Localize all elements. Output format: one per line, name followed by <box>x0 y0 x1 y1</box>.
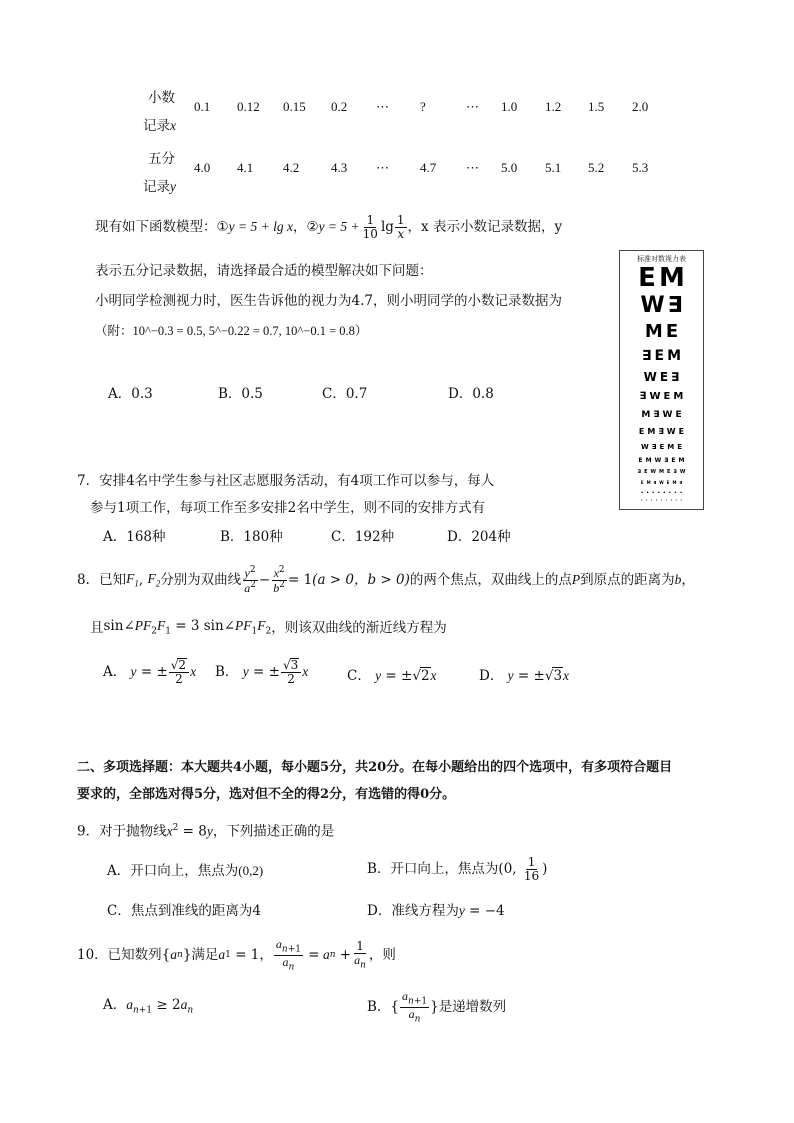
q6-option-c: C．0.7 <box>322 386 368 402</box>
q9-option-c: C．焦点到准线的距离为4 <box>107 903 261 919</box>
q6-option-d: D．0.8 <box>448 386 494 402</box>
q9-option-b-text: B．开口向上，焦点为 <box>367 861 499 877</box>
eye-chart-row: E M <box>638 263 685 293</box>
eye-chart-row: ∃ W E M <box>639 391 684 402</box>
row2-cell: 4.1 <box>237 160 254 175</box>
table-row2-label <box>143 145 176 201</box>
eye-chart-row: W E ∃ <box>643 370 680 384</box>
eye-chart-row: ∃ E W M E ∃ W <box>637 469 686 475</box>
q8-frac-y: $\frac{y^2}{a^2}$ <box>244 565 256 595</box>
q6-models-intro: 现有如下函数模型： <box>95 219 217 235</box>
q6-option-a: A．0.3 <box>108 386 153 402</box>
eye-chart-row: • • • • • • • • <box>640 490 683 495</box>
q6-line2: 表示五分记录数据，请选择最合适的模型解决如下问题： <box>95 263 433 279</box>
q8-point-p: P <box>571 572 581 587</box>
q8-line1-a: 8．已知 <box>77 572 127 588</box>
row1-cell: ? <box>420 99 426 114</box>
q6-model1: y = 5 + lg x <box>228 219 293 234</box>
q9-stem-a: 9．对于抛物线 <box>77 823 167 840</box>
row1-cell: 0.15 <box>283 99 306 114</box>
q6-option-b: B．0.5 <box>218 386 263 402</box>
q8-frac-x: $\frac{x^2}{b^2}$ <box>273 565 285 595</box>
row2-cell: 5.3 <box>632 160 649 175</box>
q6-frac2-num: 1 <box>396 213 405 227</box>
eye-chart-row: W ∃ <box>640 293 683 318</box>
q6-sep: ， <box>292 219 307 235</box>
row2-cell: ⋯ <box>466 160 479 175</box>
q9-option-d-text: D．准线方程为 <box>367 903 459 919</box>
q8-option-d-label: D． <box>479 668 504 684</box>
row1-cell: 0.1 <box>194 99 211 114</box>
q9-option-a-val: (0,2) <box>238 863 264 878</box>
q8-line1-b: 分别为双曲线 <box>160 572 242 588</box>
eye-chart-row: W ∃ E M E <box>640 443 683 451</box>
q7-line1: 7．安排4名中学生参与社区志愿服务活动，有4项工作可以参与，每人 <box>77 473 495 489</box>
q8-option-a: A． y = ± $\frac{√2}{2}$ x <box>103 658 197 686</box>
q10-option-a: A．$a_{n+1} \ge 2a_n$ <box>103 997 194 1016</box>
q8-sine-relation: $\sin\angle PF_2F_1 = 3$ $\sin\angle PF_1F_2$ <box>103 618 272 637</box>
q9-equation: x <box>166 823 173 839</box>
row2-cell: 4.3 <box>331 160 348 175</box>
q7-option-a: A．168种 <box>103 529 166 545</box>
q8-option-c: C． y = ±√2x <box>347 668 437 684</box>
row1-cell: 0.2 <box>331 99 348 114</box>
q7-option-b: B．180种 <box>220 529 283 545</box>
eye-chart-image <box>619 250 704 510</box>
q10-option-b-tail: 是递增数列 <box>438 999 507 1016</box>
q8-f2: $F_2$ <box>147 570 161 589</box>
q6-model2-prefix: y = 5 + <box>318 219 360 234</box>
row2-cell: 4.2 <box>283 160 300 175</box>
row2-cell: 5.1 <box>545 160 562 175</box>
q6-model1-mark: ① <box>216 219 229 235</box>
q9-option-d: D．准线方程为y = −4 <box>367 903 505 919</box>
q7-line2: 参与1项工作，每项工作至多安排2名中学生，则不同的安排方式有 <box>90 500 486 516</box>
q9-option-a-text: A．开口向上，焦点为 <box>107 863 239 879</box>
q10-stem: 10．已知数列 { a n } 满足 a 1 = 1， $\frac{a_{n+1}}{a_n}$ = a n + $\frac{1}{a_n}$ ，则 <box>77 937 396 973</box>
eye-chart-row: • • • • • • • • • <box>640 498 683 502</box>
row2-cell: 4.7 <box>420 160 437 175</box>
q6-after-models: ，x 表示小数记录数据，y <box>407 219 563 235</box>
row1-label-line2: 记录 <box>143 118 170 134</box>
q8-line2 <box>90 618 447 637</box>
row1-cell: 2.0 <box>632 99 649 114</box>
row1-label-var: x <box>170 118 176 133</box>
q6-frac2-den: x <box>397 226 405 241</box>
q6-line3: 小明同学检测视力时，医生告诉他的视力为4.7，则小明同学的小数记录数据为 <box>95 293 562 309</box>
q6-model2-mark: ② <box>306 219 319 235</box>
q8-f1: $F_1$ <box>126 570 139 589</box>
eye-chart-row: E M ∃ W E <box>638 427 685 436</box>
q8-line2-b: ，则该双曲线的渐近线方程为 <box>271 619 447 636</box>
q10-stem-a: 10．已知数列 <box>77 947 162 964</box>
row1-cell: ⋯ <box>376 99 389 114</box>
q6-model2-mid: lg <box>380 219 394 235</box>
row1-cell: ⋯ <box>466 99 479 114</box>
row1-cell: 1.0 <box>501 99 518 114</box>
q6-frac-den: 10 <box>362 226 378 241</box>
q10-stem-b: 满足 <box>191 947 219 964</box>
q10-option-b-label: B． <box>367 999 391 1016</box>
q8-option-b: B． y = ± $\frac{√3}{2}$ x <box>215 658 309 686</box>
section2-line1: 二、多项选择题：本大题共4小题，每小题5分，共20分。在每小题给出的四个选项中，有多项符合题目 <box>77 760 673 775</box>
q6-hint: （附：10^−0.3 = 0.5, 5^−0.22 = 0.7, 10^−0.1 = 0.8） <box>95 324 368 338</box>
q6-models-line <box>95 214 562 240</box>
row1-cell: 1.5 <box>588 99 605 114</box>
q8-line1-d: 到原点的距离为 <box>580 572 675 588</box>
q8-option-b-label: B． <box>215 663 239 680</box>
row2-label-line1: 五分 <box>148 151 175 167</box>
row1-label-line1: 小数 <box>148 90 175 106</box>
eye-chart-row: ∃ E M <box>641 348 682 364</box>
q10-option-b: B． { $\frac{a_{n+1}}{a_n}$ } 是递增数列 <box>367 989 507 1025</box>
q8-option-c-label: C． <box>347 668 371 684</box>
q10-stem-c: ，则 <box>368 947 396 964</box>
row2-cell: 4.0 <box>194 160 211 175</box>
q9-stem-b: ，下列描述正确的是 <box>212 823 335 840</box>
q10-frac: $\frac{a_{n+1}}{a_n}$ <box>275 937 301 973</box>
q9-option-a <box>107 863 263 879</box>
table-row1-label <box>143 84 176 140</box>
row2-label-var: y <box>170 179 176 194</box>
row2-cell: ⋯ <box>376 160 389 175</box>
eye-chart-row: M E <box>644 321 679 342</box>
q8-b: b <box>674 572 682 587</box>
row2-label-line2: 记录 <box>143 179 170 195</box>
q8-option-d: D． y = ±√3x <box>479 668 570 684</box>
eye-chart-row: E M W ∃ E M <box>638 457 685 464</box>
q8-line1-c: 的两个焦点，双曲线上的点 <box>409 572 572 588</box>
q8-cond: (a > 0，b > 0) <box>312 572 410 588</box>
q9-stem: 9．对于抛物线$x^2 = 8y$，下列描述正确的是 <box>77 823 335 840</box>
eye-chart-title: 标准对数视力表 <box>637 255 686 263</box>
q8-option-a-label: A． <box>103 663 127 680</box>
q9-option-b: B．开口向上，焦点为 (0, $\frac{1}{16}$ ) <box>367 855 548 883</box>
q6-model2-frac2 <box>395 214 407 240</box>
row2-cell: 5.0 <box>501 160 518 175</box>
eye-chart-row: E M ∃ W E M ∃ <box>640 480 683 485</box>
q7-option-c: C．192种 <box>331 529 395 545</box>
q10-option-a-label: A． <box>103 997 127 1013</box>
row1-cell: 0.12 <box>237 99 260 114</box>
q6-frac-num: 1 <box>366 213 375 227</box>
row1-cell: 1.2 <box>545 99 562 114</box>
row2-cell: 5.2 <box>588 160 605 175</box>
q7-option-d: D．204种 <box>447 529 511 545</box>
q10-frac2: $\frac{1}{a_n}$ <box>354 939 366 971</box>
section2-line2: 要求的，全部选对得5分，选对但不全的得2分，有选错的得0分。 <box>77 787 456 802</box>
q8-line2-a: 且 <box>90 619 104 636</box>
q6-model2-frac <box>361 214 380 240</box>
q8-line1: 8．已知 $F_1$ , $F_2$ 分别为双曲线 $\frac{y^2}{a^2}$ − $\frac{x^2}{b^2}$ = 1 (a > 0，b > 0) 的两个焦点，双曲线上的点 P 到原点的距离为 b ， <box>77 565 695 595</box>
eye-chart-row: M ∃ W E <box>641 410 682 420</box>
